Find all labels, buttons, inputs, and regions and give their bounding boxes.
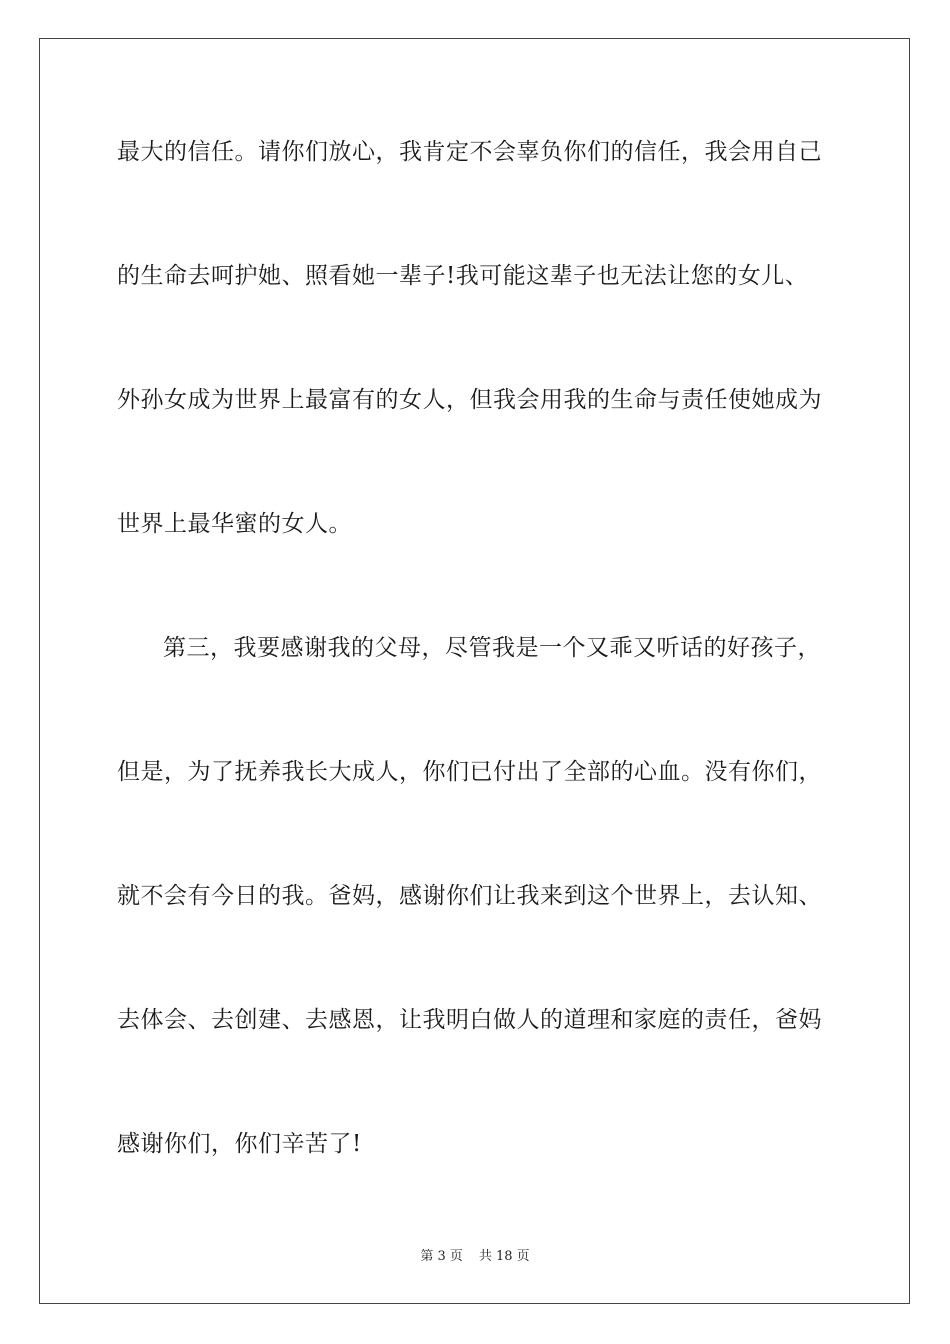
page-footer	[0, 1248, 950, 1266]
page-border	[39, 38, 910, 1304]
paragraph-start-line: 第三，我要感谢我的父母，尽管我是一个又乖又听话的好孩子，	[163, 635, 821, 661]
page-number: 第 3 页	[420, 1249, 463, 1264]
body-text-line: 世界上最华蜜的女人。	[117, 511, 352, 537]
body-text-line: 但是，为了抚养我长大成人，你们已付出了全部的心血。没有你们，	[117, 759, 822, 785]
total-pages: 共 18 页	[478, 1249, 530, 1264]
body-text-line: 就不会有今日的我。爸妈，感谢你们让我来到这个世界上，去认知、	[117, 883, 822, 909]
body-text-line: 外孙女成为世界上最富有的女人，但我会用我的生命与责任使她成为	[117, 387, 822, 413]
body-text-line: 感谢你们，你们辛苦了!	[117, 1131, 362, 1157]
body-text-line: 的生命去呵护她、照看她一辈子!我可能这辈子也无法让您的女儿、	[117, 263, 809, 289]
body-text-line: 最大的信任。请你们放心，我肯定不会辜负你们的信任，我会用自己	[117, 139, 822, 165]
body-text-line: 去体会、去创建、去感恩，让我明白做人的道理和家庭的责任，爸妈	[117, 1007, 822, 1033]
